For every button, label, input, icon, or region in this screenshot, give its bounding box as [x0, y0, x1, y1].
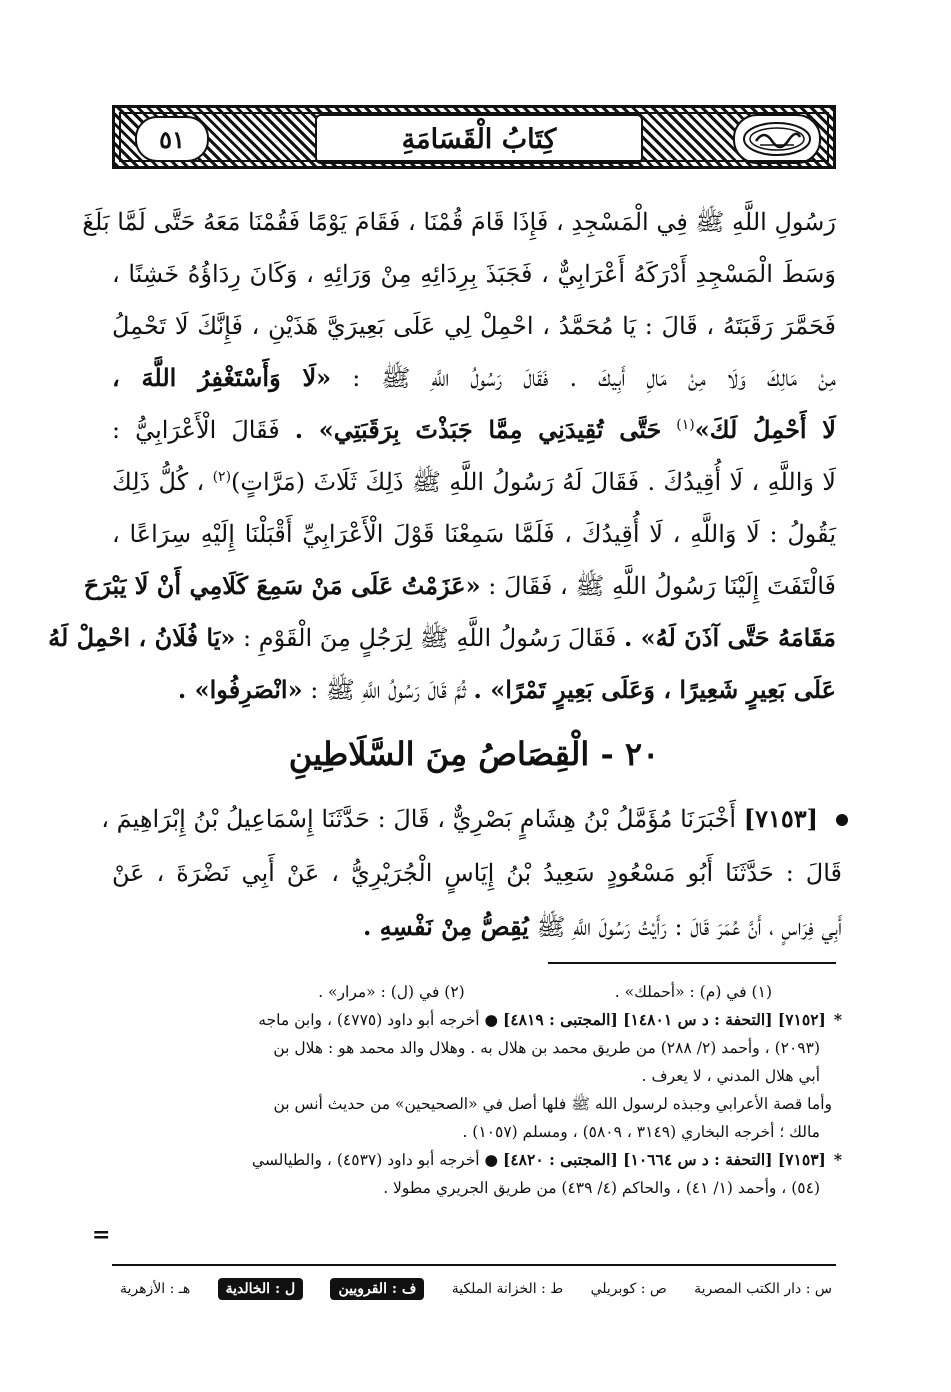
prophetic-speech: «عَزَمْتُ عَلَى مَنْ سَمِعَ كَلَامِي أَنْ لَا يَبْرَحَ: [83, 571, 481, 600]
legend-divider: [112, 1264, 836, 1266]
takhrij-text: ● أخرجه أبو داود (٤٥٣٧) ، والطيالسي: [251, 1151, 499, 1169]
narration: مِنْ مَالِكَ وَلَا مِنْ مَالِ أَبِيكَ . فَقَالَ رَسُولُ اللَّهِ ﷺ :: [352, 364, 836, 392]
text-line: [101, 792, 842, 846]
narration: لَا وَاللَّهِ ، لَا أُقِيدُكَ . فَقَالَ لَهُ رَسُولُ اللَّهِ ﷺ ذَلِكَ ثَلَاثَ (مَرَّاتٍ): [231, 468, 836, 496]
book-logo: [733, 114, 821, 164]
narration: فَالْتَفَتَ إِلَيْنَا رَسُولُ اللَّهِ ﷺ ، فَقَالَ :: [488, 572, 836, 600]
text-line: فَحَمَّرَ رَقَبَتَهُ ، قَالَ : يَا مُحَمَّدُ ، احْمِلْ لِي عَلَى بَعِيرَيَّ هَذَيْنِ ، فَإِنَّكَ لَا تَحْمِلُ: [112, 312, 836, 340]
narration: ثُمَّ قَالَ رَسُولُ اللَّهِ ﷺ :: [310, 676, 466, 704]
text-line: [112, 664, 836, 716]
text-line: [112, 456, 836, 508]
manuscript-legend: [120, 1274, 832, 1304]
footnote-line: (٢٠٩٣) ، وأحمد (٢/ ٢٨٨) من طريق محمد بن هلال به . وهلال والد محمد هو : هلال بن: [273, 1039, 820, 1057]
legend-item-highlight: ل : الخالدية: [218, 1278, 304, 1300]
takhrij-text: ● أخرجه أبو داود (٤٧٧٥) ، وابن ماجه: [258, 1011, 499, 1029]
hadith-block: [101, 792, 842, 954]
legend-item: هـ : الأزهرية: [120, 1281, 191, 1297]
legend-item: ط : الخزانة الملكية: [451, 1281, 564, 1297]
narration: ، كُلُّ ذَلِكَ: [112, 468, 205, 496]
prophetic-speech: مَقَامَهُ حَتَّى آذَنَ لَهُ» .: [623, 623, 836, 652]
footnote-marker: (٢): [212, 469, 232, 485]
footnote-line: وأما قصة الأعرابي وجبذه لرسول الله ﷺ فلها أصل في «الصحيحين» من حديث أنس بن: [273, 1095, 832, 1113]
text-line: [112, 404, 836, 456]
page-header: [112, 105, 836, 169]
footnote-line: [112, 1006, 842, 1034]
narration: فَقَالَ الْأَعْرَابِيُّ :: [112, 416, 280, 444]
prophetic-speech: حَتَّى تُقِيدَنِي مِمَّا جَبَذْتَ بِرَقَبَتِي» .: [294, 415, 662, 444]
narration: مُؤَمَّلُ بْنُ هِشَامٍ بَصْرِيٌّ ، قَالَ : حَدَّثَنَا إِسْمَاعِيلُ بْنُ إِبْرَاهِيمَ ،: [101, 805, 673, 833]
continuation-mark: =: [92, 1222, 111, 1248]
star-icon: *: [833, 1150, 842, 1169]
chapter-title: كِتَابُ الْقَسَامَةِ: [315, 114, 643, 164]
prophetic-speech: يُقِصُّ مِنْ نَفْسِهِ .: [362, 912, 529, 941]
text-line: [112, 352, 836, 404]
star-icon: *: [833, 1010, 842, 1029]
prophetic-speech: لَا أَحْمِلُ لَكَ»: [694, 415, 836, 444]
footnote-divider: [548, 962, 836, 964]
footnote-refs: [112, 978, 842, 1006]
text-line: [83, 560, 836, 612]
text-line: وَسَطَ الْمَسْجِدِ أَدْرَكَهُ أَعْرَابِيٌّ ، فَجَبَذَ بِرِدَائِهِ مِنْ وَرَائِهِ ، وَكَانَ رِدَاؤُهُ خَشِنًا ،: [112, 260, 836, 288]
prophetic-speech: عَلَى بَعِيرٍ شَعِيرًا ، وَعَلَى بَعِيرٍ تَمْرًا» .: [473, 675, 836, 704]
legend-item: س : دار الكتب المصرية: [694, 1281, 832, 1297]
hadith-intro: أَخْبَرَنَا: [680, 805, 737, 833]
footnote-line: (٥٤) ، وأحمد (١/ ٤١) ، والحاكم (٤/ ٤٣٩) من طريق الجريري مطولا .: [383, 1179, 820, 1197]
footnote-2: (٢) في (ل) : «مرار» .: [318, 983, 465, 1001]
footnote-1: (١) في (م) : «أحملك» .: [614, 983, 772, 1001]
narration: أَبِي فِرَاسٍ ، أَنَّ عُمَرَ قَالَ : رَأَيْتُ رَسُولَ اللَّهِ ﷺ: [536, 913, 842, 941]
takhrij-head: [٧١٥٢] [التحفة : د س ١٤٨٠١] [المجتبى : ٤٨١٩]: [503, 1010, 826, 1029]
page-number: ٥١: [135, 116, 209, 162]
footnotes: [112, 978, 842, 1202]
footnote-line: مالك ؛ أخرجه البخاري (٣١٤٩ ، ٥٨٠٩) ، ومسلم (١٠٥٧) .: [462, 1123, 820, 1141]
legend-item-highlight: ف : القرويين: [330, 1278, 424, 1300]
hadith-number: [٧١٥٣]: [743, 804, 818, 833]
narration: فَقَالَ رَسُولُ اللَّهِ ﷺ لِرَجُلٍ مِنَ الْقَوْمِ :: [243, 624, 617, 652]
text-line: رَسُولِ اللَّهِ ﷺ فِي الْمَسْجِدِ ، فَإِذَا قَامَ قُمْنَا ، فَقَامَ يَوْمًا فَقُمْنَا مَعَهُ حَتَّى لَمَّا بَلَغَ: [82, 208, 836, 236]
text-line: [112, 900, 842, 954]
footnote-line: أبي هلال المدني ، لا يعرف .: [641, 1067, 820, 1085]
prophetic-speech: «لَا وَأَسْتَغْفِرُ اللَّهَ ،: [112, 363, 332, 392]
text-line: قَالَ : حَدَّثَنَا أَبُو مَسْعُودٍ سَعِيدُ بْنُ إِيَاسٍ الْجُرَيْرِيُّ ، عَنْ أَبِي نَضْرَةَ ، عَنْ: [112, 859, 842, 887]
text-line: [48, 612, 836, 664]
footnote-marker: (١): [676, 417, 695, 433]
prophetic-speech: «يَا فُلَانُ ، احْمِلْ لَهُ: [48, 623, 236, 652]
bullet-icon: [836, 814, 848, 826]
book-logo-emblem: [742, 121, 812, 157]
main-text: [48, 196, 837, 716]
text-line: يَقُولُ : لَا وَاللَّهِ ، لَا أُقِيدُكَ ، فَلَمَّا سَمِعْنَا قَوْلَ الْأَعْرَابِيِّ أَقْبَلْنَا إِلَيْهِ سِرَاعًا ،: [112, 520, 837, 548]
takhrij-head: [٧١٥٣] [التحفة : د س ١٠٦٦٤] [المجتبى : ٤٨٢٠]: [503, 1150, 826, 1169]
prophetic-speech: «انْصَرِفُوا» .: [177, 675, 303, 704]
footnote-line: [112, 1146, 842, 1174]
section-heading: ٢٠ - الْقِصَاصُ مِنَ السَّلَاطِينِ: [288, 735, 660, 773]
legend-item: ص : كوبريلي: [590, 1281, 667, 1297]
